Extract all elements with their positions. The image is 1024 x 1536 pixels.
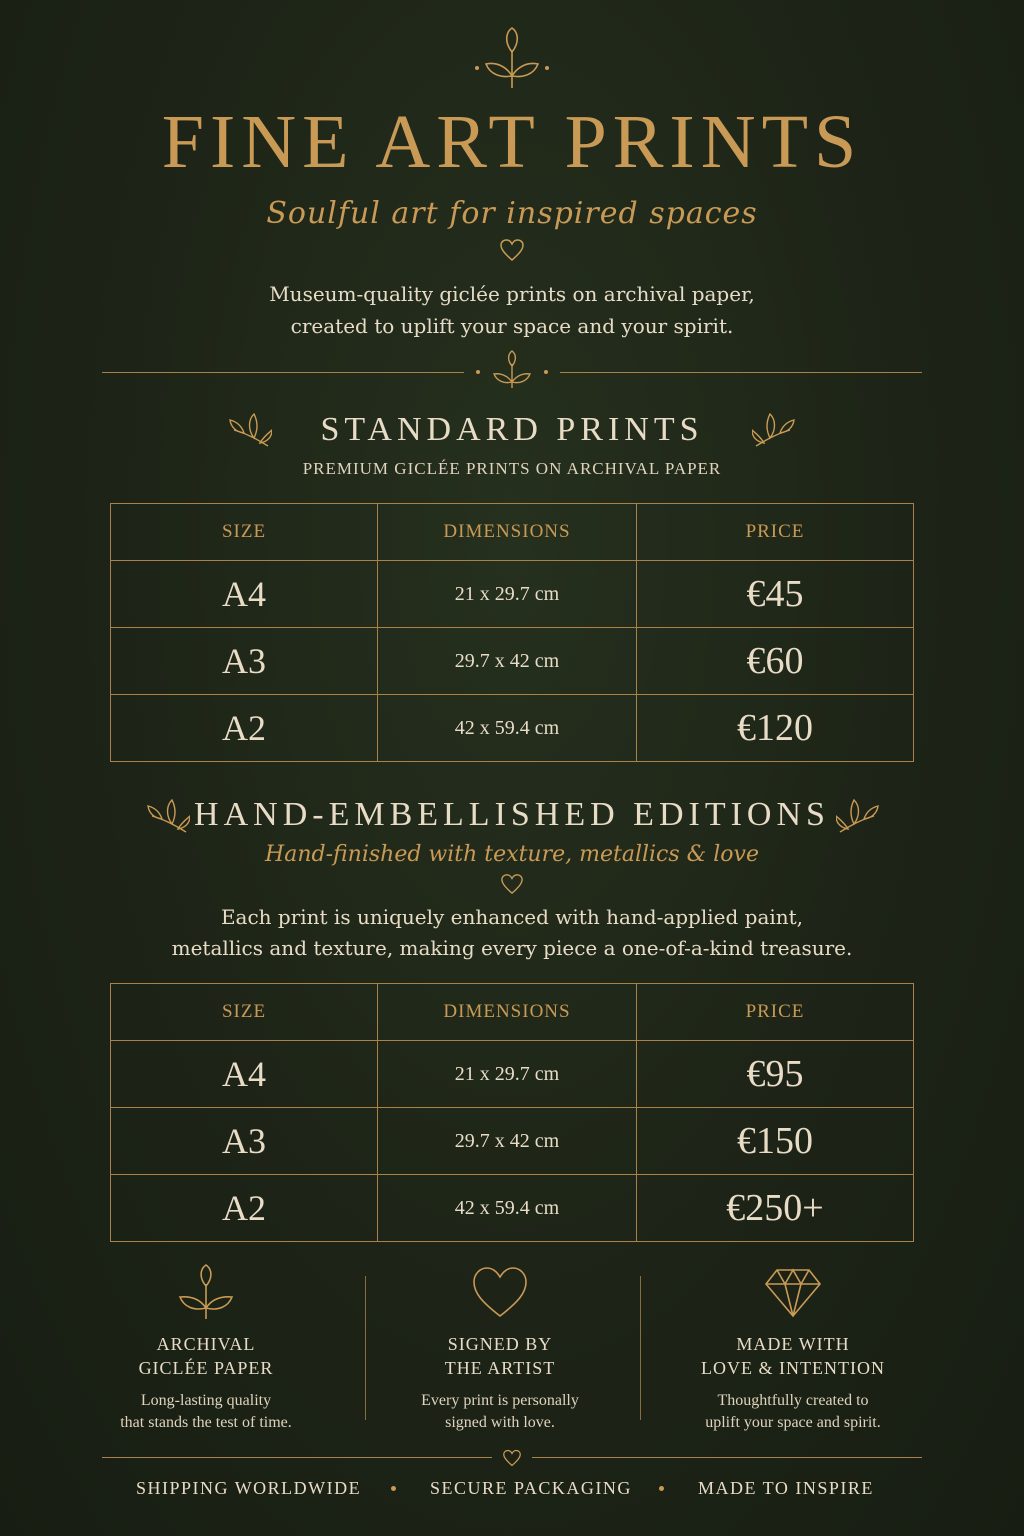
embellished-price-table: [110, 983, 914, 1242]
embellished-desc-line-2: metallics and texture, making every piece a one-of-a-kind treasure.: [171, 936, 853, 960]
feature-title-line: MADE WITH: [736, 1334, 850, 1354]
embellished-desc-line-1: Each print is uniquely enhanced with hand-applied paint,: [220, 905, 804, 929]
size-cell: A3: [111, 628, 378, 695]
table-header-row: [111, 984, 914, 1041]
feature-made-with-love: [653, 1264, 933, 1434]
intro-text: [0, 278, 1024, 342]
column-header-dimensions: DIMENSIONS: [378, 504, 637, 561]
feature-title: [66, 1332, 346, 1380]
sprig-icon: [176, 1264, 236, 1320]
heart-icon: [500, 1449, 524, 1467]
footer-separator-dot: [391, 1486, 396, 1491]
price-cell: €150: [637, 1108, 914, 1175]
dimensions-cell: 42 x 59.4 cm: [378, 695, 637, 762]
embellished-section-title: HAND-EMBELLISHED EDITIONS: [194, 796, 830, 833]
size-cell: A3: [111, 1108, 378, 1175]
heart-icon: [500, 873, 524, 895]
feature-divider: [640, 1276, 641, 1420]
feature-title: [360, 1332, 640, 1380]
column-header-size: SIZE: [111, 504, 378, 561]
footer-separator-dot: [659, 1486, 664, 1491]
embellished-description: [0, 902, 1024, 964]
standard-section-subtitle: PREMIUM GICLÉE PRINTS ON ARCHIVAL PAPER: [302, 459, 722, 478]
feature-description: [360, 1390, 640, 1434]
size-cell: A2: [111, 695, 378, 762]
feature-title: [653, 1332, 933, 1380]
feature-archival: [66, 1264, 346, 1434]
standard-price-table: [110, 503, 914, 762]
dimensions-cell: 21 x 29.7 cm: [378, 561, 637, 628]
table-row: [111, 1108, 914, 1175]
price-cell: €60: [637, 628, 914, 695]
footer-inspire: MADE TO INSPIRE: [698, 1478, 874, 1498]
footer-shipping: SHIPPING WORLDWIDE: [136, 1478, 362, 1498]
size-cell: A4: [111, 561, 378, 628]
embellished-section-subtitle: Hand-finished with texture, metallics & love: [265, 842, 759, 867]
price-cell: €250+: [637, 1175, 914, 1242]
size-cell: A2: [111, 1175, 378, 1242]
divider-left: [102, 372, 464, 373]
feature-title-line: ARCHIVAL: [156, 1334, 256, 1354]
standard-section-title: STANDARD PRINTS: [320, 411, 704, 448]
feature-desc-line: signed with love.: [445, 1414, 555, 1431]
heart-icon: [470, 1264, 530, 1320]
sprig-icon: [472, 26, 552, 90]
page-title: FINE ART PRINTS: [161, 100, 863, 184]
column-header-size: SIZE: [111, 984, 378, 1041]
feature-signed: [360, 1264, 640, 1434]
footer-divider-right: [532, 1457, 922, 1458]
footer-packaging: SECURE PACKAGING: [430, 1478, 632, 1498]
intro-line-2: created to uplift your space and your spirit.: [290, 314, 734, 338]
table-row: [111, 628, 914, 695]
table-row: [111, 695, 914, 762]
column-header-price: PRICE: [637, 984, 914, 1041]
price-cell: €95: [637, 1041, 914, 1108]
tagline: Soulful art for inspired spaces: [266, 196, 758, 231]
table-header-row: [111, 504, 914, 561]
feature-title-line: THE ARTIST: [444, 1358, 556, 1378]
dimensions-cell: 29.7 x 42 cm: [378, 1108, 637, 1175]
feature-desc-line: that stands the test of time.: [120, 1414, 292, 1431]
intro-line-1: Museum-quality giclée prints on archival paper,: [269, 282, 755, 306]
table-row: [111, 1175, 914, 1242]
divider-right: [560, 372, 922, 373]
feature-desc-line: Thoughtfully created to: [717, 1392, 869, 1409]
size-cell: A4: [111, 1041, 378, 1108]
leaf-right-icon: [752, 410, 796, 450]
sprig-divider-icon: [470, 350, 554, 390]
diamond-icon: [763, 1264, 823, 1320]
price-cell: €45: [637, 561, 914, 628]
dimensions-cell: 21 x 29.7 cm: [378, 1041, 637, 1108]
feature-title-line: LOVE & INTENTION: [701, 1358, 885, 1378]
feature-desc-line: uplift your space and spirit.: [705, 1414, 881, 1431]
dimensions-cell: 42 x 59.4 cm: [378, 1175, 637, 1242]
leaf-right-icon: [836, 796, 880, 836]
feature-desc-line: Long-lasting quality: [140, 1392, 272, 1409]
table-row: [111, 1041, 914, 1108]
feature-title-line: GICLÉE PAPER: [138, 1358, 274, 1378]
column-header-dimensions: DIMENSIONS: [378, 984, 637, 1041]
feature-description: [66, 1390, 346, 1434]
feature-title-line: SIGNED BY: [447, 1334, 553, 1354]
feature-desc-line: Every print is personally: [421, 1392, 579, 1409]
footer-divider-left: [102, 1457, 492, 1458]
column-header-price: PRICE: [637, 504, 914, 561]
dimensions-cell: 29.7 x 42 cm: [378, 628, 637, 695]
price-cell: €120: [637, 695, 914, 762]
feature-description: [653, 1390, 933, 1434]
heart-icon: [499, 238, 525, 262]
table-row: [111, 561, 914, 628]
